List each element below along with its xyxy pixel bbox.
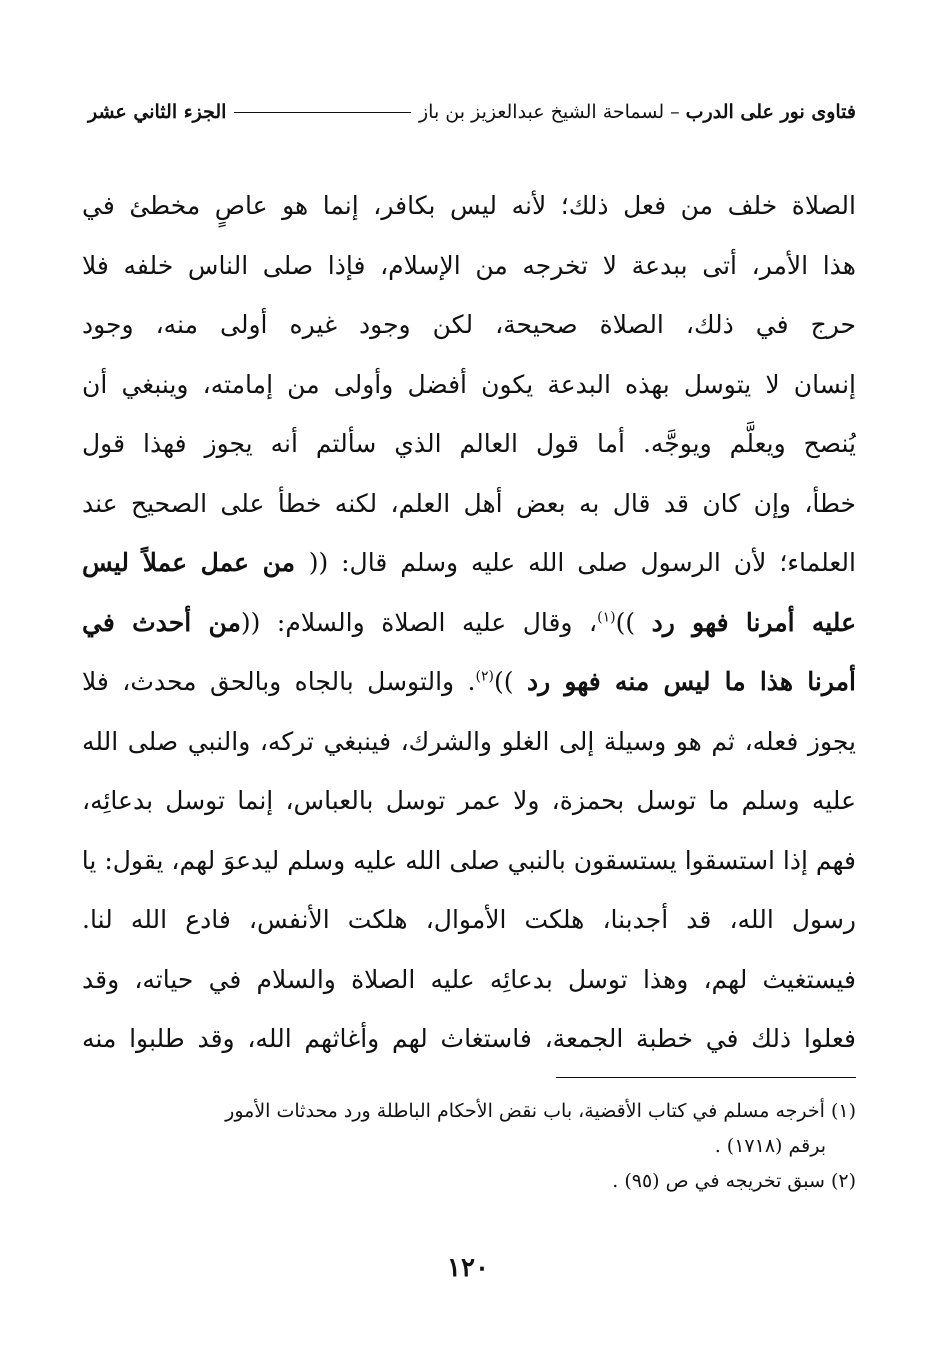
text-run: ، وقال عليه الصلاة والسلام: (( — [240, 607, 598, 637]
text-line: خطأ، وإن كان قد قال به بعض أهل العلم، لكنه خطأ على الصحيح عند — [82, 488, 856, 518]
text-line — [82, 533, 856, 593]
footnote-ref[interactable]: (٢) — [475, 668, 494, 685]
page-number: ١٢٠ — [447, 1253, 489, 1283]
text-line: فعلوا ذلك في خطبة الجمعة، فاستغاث لهم وأغاثهم الله، وقد طلبوا منه — [82, 1024, 856, 1053]
hadith-quote: أمرنا هذا ما ليس منه فهو رد — [526, 667, 856, 696]
author-name: لسماحة الشيخ عبدالعزيز بن باز — [419, 101, 665, 123]
footnote-ref[interactable]: (١) — [597, 609, 616, 626]
text-line: رسول الله، قد أجدبنا، هلكت الأموال، هلكت الأنفس، فادع الله لنا. — [82, 905, 856, 934]
text-line: هذا الأمر، أتى ببدعة لا تخرجه من الإسلام، فإذا صلى الناس خلفه فلا — [82, 250, 856, 280]
text-line: الصلاة خلف من فعل ذلك؛ لأنه ليس بكافر، إنما هو عاصٍ مخطئ في — [82, 191, 856, 220]
footnote-rule — [556, 1077, 856, 1078]
text-line: يُنصح ويعلَّم ويوجَّه. أما قول العالم الذي سألتم أنه يجوز فهذا قول — [82, 429, 856, 458]
footnote-1: (١) أخرجه مسلم في كتاب الأقضية، باب نقض الأحكام الباطلة ورد محدثات الأمور — [225, 1100, 856, 1122]
text-line — [82, 593, 856, 653]
text-line: حرج في ذلك، الصلاة صحيحة، لكن وجود غيره أولى منه، وجود — [82, 310, 856, 339]
footnote-1-continued: برقم (١٧١٨) . — [714, 1135, 826, 1157]
text-line: يجوز فعله، ثم هو وسيلة إلى الغلو والشرك، فينبغي تركه، والنبي صلى الله — [82, 726, 856, 756]
footnotes — [82, 1094, 856, 1199]
running-header — [88, 92, 856, 132]
header-rule — [234, 112, 411, 113]
text-line: عليه وسلم ما توسل بحمزة، ولا عمر توسل بالعباس، إنما توسل بدعائِه، — [82, 786, 856, 815]
text-line: فهم إذا استسقوا يستسقون بالنبي صلى الله عليه وسلم ليدعوَ لهم، يقول: يا — [82, 845, 856, 875]
footnote-2: (٢) سبق تخريجه في ص (٩٥) . — [612, 1170, 856, 1192]
text-run: العلماء؛ لأن الرسول صلى الله عليه وسلم قال: (( — [308, 548, 856, 577]
book-title: فتاوى نور على الدرب — [685, 101, 856, 123]
hadith-quote: من أحدث في — [82, 607, 241, 637]
text-line: فيستغيث لهم، وهذا توسل بدعائِه عليه الصلاة والسلام في حياته، وقد — [82, 964, 856, 994]
header-separator: – — [670, 101, 680, 123]
text-run: . والتوسل بالجاه وبالحق محدث، فلا — [82, 667, 476, 696]
text-run: )) — [615, 607, 652, 637]
volume-label: الجزء الثاني عشر — [88, 101, 227, 123]
hadith-quote: عليه أمرنا فهو رد — [651, 607, 856, 637]
main-text — [82, 176, 856, 1069]
hadith-quote: من عمل عملاً ليس — [82, 548, 309, 577]
text-run: )) — [493, 667, 527, 696]
text-line: إنسان لا يتوسل بهذه البدعة يكون أفضل وأولى من إمامته، وينبغي أن — [82, 369, 856, 399]
text-line — [82, 652, 856, 712]
